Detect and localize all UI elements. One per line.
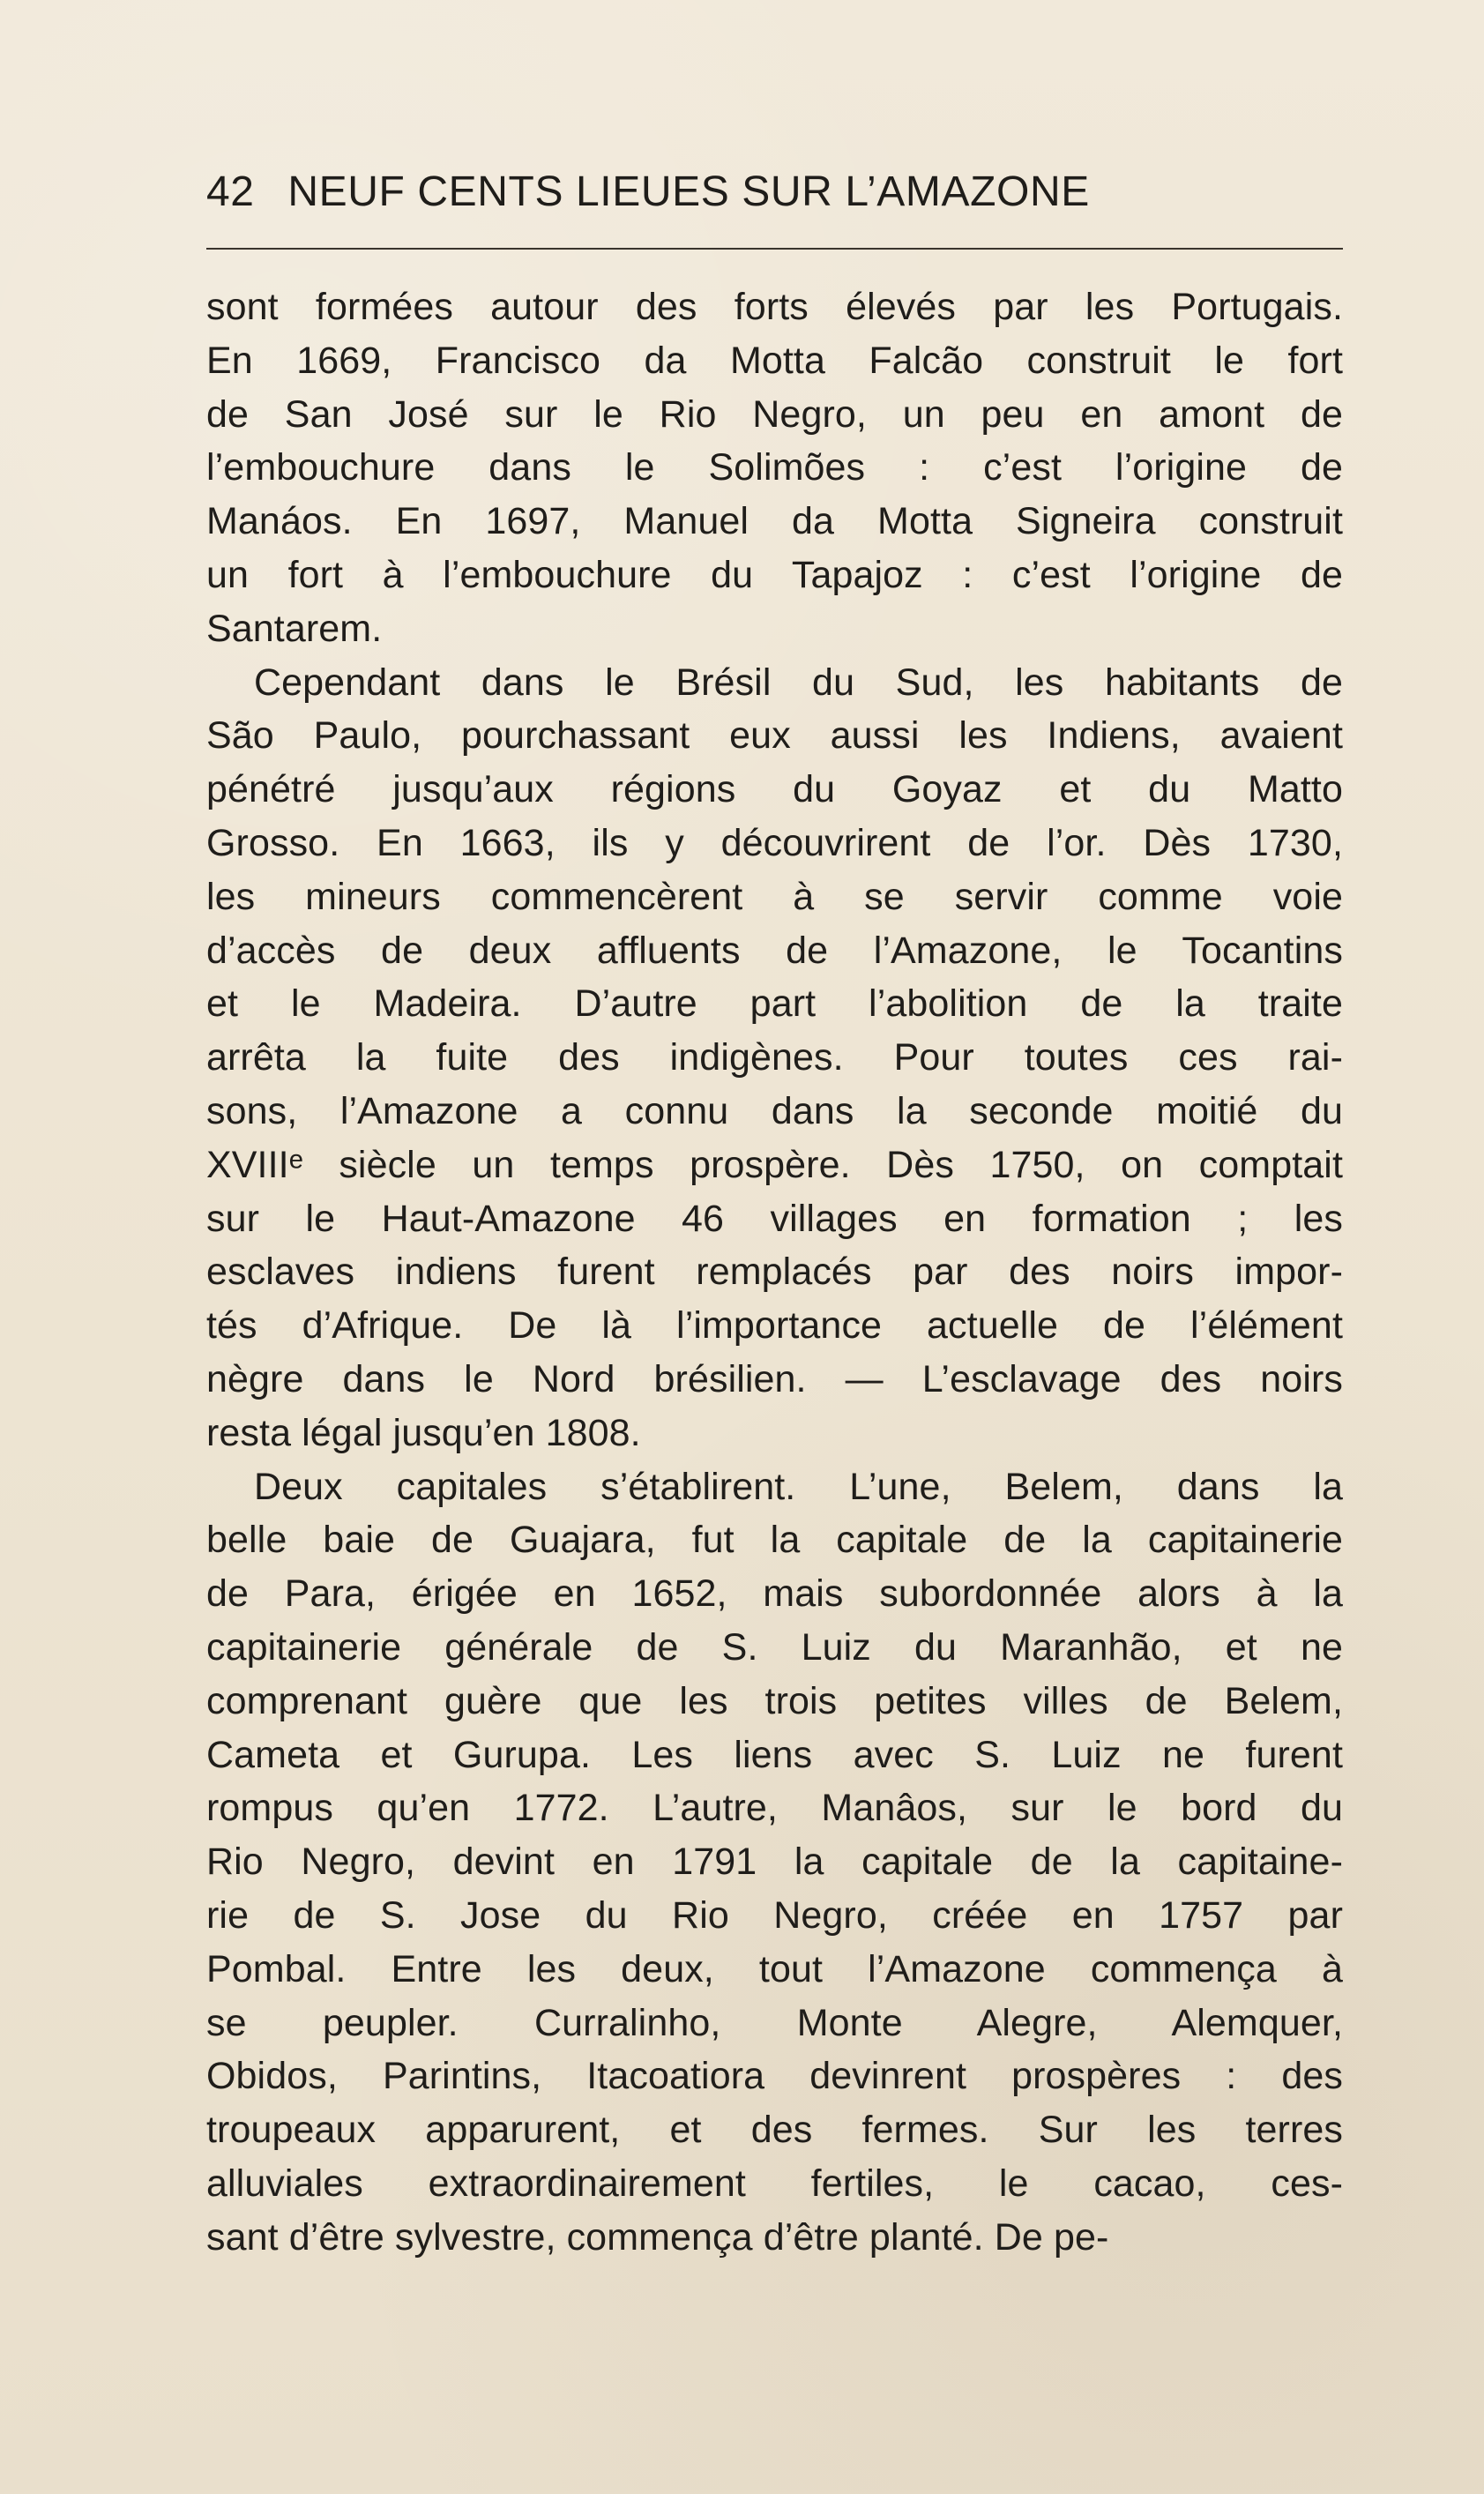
text-line: capitainerie générale de S. Luiz du Maranhão, et ne [206, 1625, 1343, 1669]
text-line: se peupler. Curralinho, Monte Alegre, Alemquer, [206, 2001, 1343, 2044]
text-line: Pombal. Entre les deux, tout l’Amazone commença à [206, 1947, 1343, 1990]
header-divider [206, 248, 1343, 250]
text-line: Cameta et Gurupa. Les liens avec S. Luiz ne furent [206, 1733, 1343, 1776]
text-line: Cependant dans le Brésil du Sud, les habitants de [254, 661, 1343, 704]
text-line: l’embouchure dans le Solimões : c’est l’origine de [206, 446, 1343, 489]
text-line: belle baie de Guajara, fut la capitale de la capitainerie [206, 1519, 1343, 1562]
text-line: sons, l’Amazone a connu dans la seconde moitié du [206, 1089, 1343, 1132]
text-line: sont formées autour des forts élevés par les Portugais. [206, 286, 1343, 328]
text-line: arrêta la fuite des indigènes. Pour toutes ces rai- [206, 1036, 1343, 1079]
text-line: troupeaux apparurent, et des fermes. Sur les terres [206, 2109, 1343, 2152]
text-line: nègre dans le Nord brésilien. — L’esclavage des noirs [206, 1357, 1343, 1400]
text-line: Obidos, Parintins, Itacoatiora devinrent prospères : des [206, 2055, 1343, 2098]
text-line: XVIIIᵉ siècle un temps prospère. Dès 1750, on comptait [206, 1143, 1343, 1186]
main-text [206, 280, 1343, 2264]
text-line: esclaves indiens furent remplacés par des noirs impor- [206, 1251, 1343, 1294]
text-line: Manáos. En 1697, Manuel da Motta Signeira construit [206, 500, 1343, 543]
text-line: rompus qu’en 1772. L’autre, Manâos, sur le bord du [206, 1787, 1343, 1830]
text-line: un fort à l’embouchure du Tapajoz : c’est l’origine de [206, 553, 1343, 596]
text-line: Grosso. En 1663, ils y découvrirent de l’or. Dès 1730, [206, 821, 1343, 864]
running-title: NEUF CENTS LIEUES SUR L’AMAZONE [287, 168, 1090, 215]
text-line: sur le Haut-Amazone 46 villages en formation ; les [206, 1197, 1343, 1240]
text-line: comprenant guère que les trois petites villes de Belem, [206, 1679, 1343, 1722]
text-line: sant d’être sylvestre, commença d’être planté. De pe- [206, 2215, 1109, 2259]
text-line: resta légal jusqu’en 1808. [206, 1411, 641, 1454]
text-line: et le Madeira. D’autre part l’abolition de la traite [206, 982, 1343, 1026]
page-number: 42 [206, 168, 255, 215]
text-line: de San José sur le Rio Negro, un peu en amont de [206, 392, 1343, 436]
text-line: Rio Negro, devint en 1791 la capitale de la capitaine- [206, 1841, 1343, 1884]
page-header [206, 168, 1343, 215]
text-line: pénétré jusqu’aux régions du Goyaz et du Matto [206, 768, 1343, 811]
text-line: rie de S. Jose du Rio Negro, créée en 1757 par [206, 1893, 1343, 1937]
text-line: São Paulo, pourchassant eux aussi les Indiens, avaient [206, 714, 1343, 758]
text-line: de Para, érigée en 1652, mais subordonnée alors à la [206, 1572, 1343, 1616]
text-line: En 1669, Francisco da Motta Falcão construit le fort [206, 339, 1343, 382]
text-line: Deux capitales s’établirent. L’une, Belem, dans la [254, 1465, 1343, 1508]
text-line: tés d’Afrique. De là l’importance actuelle de l’élément [206, 1304, 1343, 1348]
text-line: alluviales extraordinairement fertiles, le cacao, ces- [206, 2162, 1343, 2205]
text-line: Santarem. [206, 607, 383, 650]
text-line: les mineurs commencèrent à se servir comme voie [206, 875, 1343, 918]
text-line: d’accès de deux affluents de l’Amazone, le Tocantins [206, 929, 1343, 972]
